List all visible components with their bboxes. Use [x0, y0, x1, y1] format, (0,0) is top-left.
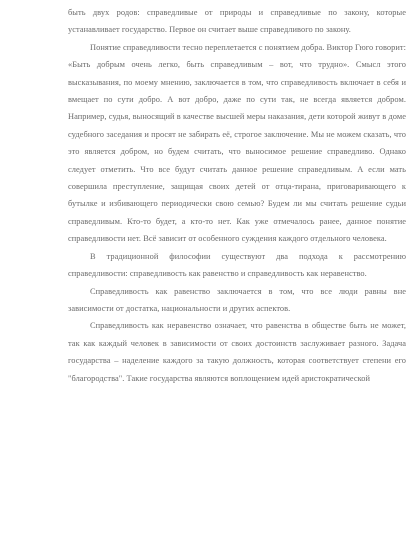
paragraph-2: В традиционной философии существуют два подхода к рассмотрению справедливости: справедливость как равенство и справедливость как неравенство.: [68, 251, 406, 279]
paragraph-0: быть двух родов: справедливые от природы и справедливые по закону, которые устанавливает государство. Первое он считает выше справедливого по закону.: [68, 8, 406, 35]
paragraph-4: Справедливость как неравенство означает, что равенства в обществе быть не может, так как каждый человек в зависимости от своих достоинств заслуживает разного. Задача государства – наделение каждого за такую должность, которая соответствует степени его "благородства". Такие государства являются воплощением идей аристократической: [68, 321, 406, 383]
paragraph-1: Понятие справедливости тесно переплетается с понятием добра. Виктор Гюго говорит: «Быть добрым очень легко, быть справедливым – вот, что трудно». Смысл этого высказывания, по моему мнению, заключается в том, что справедливость включает в себя и вмещает по сути добро. А вот добро, даже по сути так, не всегда является добром. Например, судья, выносящий в качестве высшей меры наказания, дети которой живут в доме судебного заседания и просят не забирать её, строгое заключение. Мы не можем сказать, что это является добром, но будем считать, что выносимое решение справедливо. Однако следует отметить. Что все будут считать данное решение справедливым. А если мать совершила преступление, защищая своих детей от отца-тирана, приговаривающего к бутылке и избивающего периодически свою семью? Будем ли мы считать решение судьи справедливым. Кто-то будет, а кто-то нет. Как уже отмечалось ранее, данное понятие справедливости нет. Всё зависит от особенного суждения каждого отдельного человека.: [68, 42, 406, 244]
paragraph-3: Справедливость как равенство заключается в том, что все люди равны вне зависимости от достатка, национальности и других аспектов.: [68, 286, 406, 313]
